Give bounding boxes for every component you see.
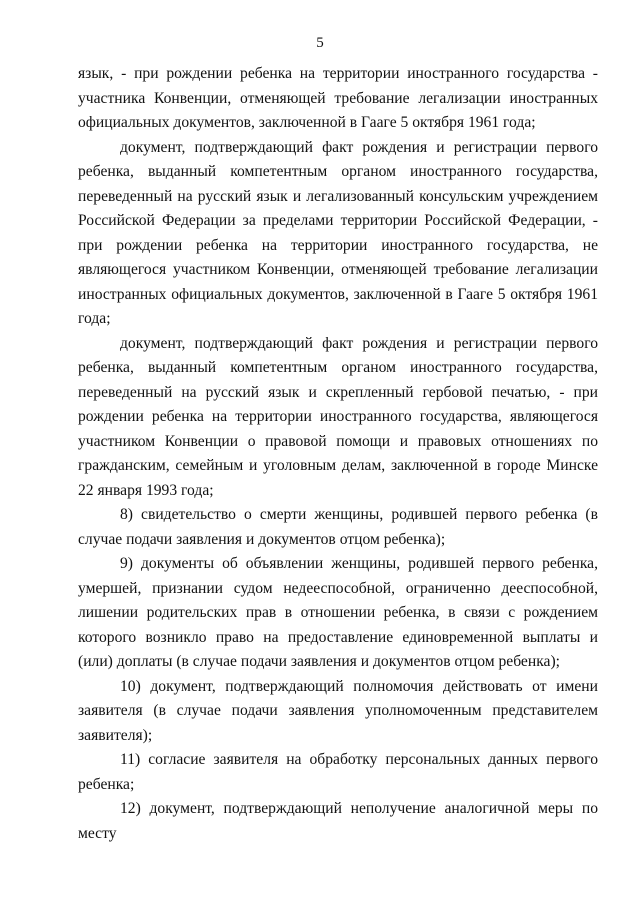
- list-item-8: 8) свидетельство о смерти женщины, родившей первого ребенка (в случае подачи заявления и документов отцом ребенка);: [78, 506, 598, 548]
- list-item-12: 12) документ, подтверждающий неполучение аналогичной меры по месту: [78, 800, 598, 842]
- document-body: [78, 62, 598, 846]
- list-item-9: 9) документы об объявлении женщины, родившей первого ребенка, умершей, признании судом недееспособной, ограниченно дееспособной, лишении родительских прав в отношении ребенка, в связи с рождением которого возникло право на предоставление единовременной выплаты и (или) доплаты (в случае подачи заявления и документов отцом ребенка);: [78, 555, 598, 670]
- page-number: 5: [316, 35, 324, 51]
- list-item-11: 11) согласие заявителя на обработку персональных данных первого ребенка;: [78, 751, 598, 793]
- list-item-10: 10) документ, подтверждающий полномочия действовать от имени заявителя (в случае подачи заявления уполномоченным представителем заявителя);: [78, 677, 598, 744]
- paragraph-continuation: язык, - при рождении ребенка на территории иностранного государства - участника Конвенции, отменяющей требование легализации иностранных официальных документов, заключенной в Гааге 5 октября 1961 года;: [78, 65, 598, 131]
- paragraph-minsk-convention-document: документ, подтверждающий факт рождения и регистрации первого ребенка, выданный компетентным органом иностранного государства, переведенный на русский язык и скрепленный гербовой печатью, - при рождении ребенка на территории иностранного государства, являющегося участником Конвенции о правовой помощи и правовых отношениях по гражданским, семейным и уголовным делам, заключенной в городе Минске 22 января 1993 года;: [78, 334, 598, 499]
- paragraph-consular-legalized-document: документ, подтверждающий факт рождения и регистрации первого ребенка, выданный компетентным органом иностранного государства, переведенный на русский язык и легализованный консульским учреждением Российской Федерации за пределами территории Российской Федерации, - при рождении ребенка на территории иностранного государства, не являющегося участником Конвенции, отменяющей требование легализации иностранных официальных документов, заключенной в Гааге 5 октября 1961 года;: [78, 138, 598, 327]
